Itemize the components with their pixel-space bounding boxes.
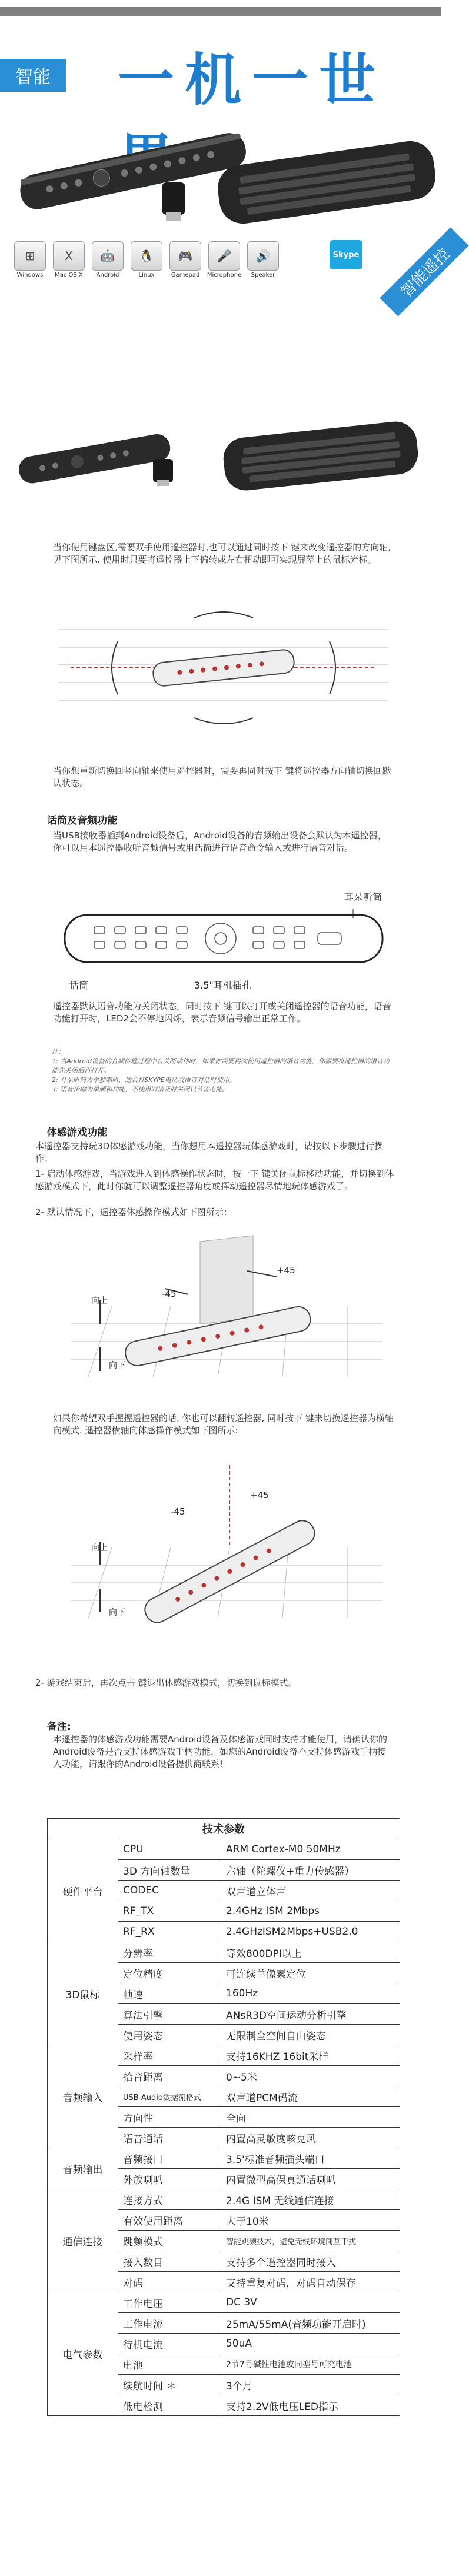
spec-value: 双声道PCM码流: [221, 2086, 400, 2107]
horizontal-mode-text: 如果你希望双手握握遥控器的话, 你也可以翻转遥控器, 同时按下 键来切换遥控器为横轴向模式. 遥控器横轴向体感操作模式如下图所示:: [53, 1413, 394, 1436]
note-item: 1: 当Android设备的音频传输过程中有关断动作时，如果你需要再次使用遥控器的语音功能，你需要将遥控器的语音功能先关闭后再打开。: [52, 1057, 390, 1074]
spec-key: CODEC: [118, 1881, 221, 1901]
hero-banner: [0, 0, 454, 347]
spec-value: 等效800DPI以上: [221, 1942, 400, 1963]
spec-key: 3D 方向轴数量: [118, 1860, 221, 1881]
spec-key: 语音通话: [118, 2128, 221, 2148]
microphone-icon: 🎤: [208, 241, 240, 271]
os-label: Linux: [138, 272, 155, 278]
spec-key: 采样率: [118, 2045, 221, 2066]
os-label: Gamepad: [171, 272, 200, 278]
spec-row: [48, 2292, 400, 2313]
spec-key: 音频接口: [118, 2148, 221, 2169]
spec-value: 3个月: [221, 2375, 400, 2395]
windows-icon: ⊞: [14, 241, 46, 271]
os-item: [206, 241, 242, 278]
angle-plus-label-b: +45: [250, 1490, 269, 1500]
spec-value: 25mA/55mA(音频功能开启时): [221, 2313, 400, 2334]
spec-key: RF_RX: [118, 1922, 221, 1942]
spec-value: 2.4G ISM 无线通信连接: [221, 2189, 400, 2210]
spec-key: 对码: [118, 2272, 221, 2292]
spec-value: 无限制全空间自由姿态: [221, 2025, 400, 2045]
angle-plus-label: +45: [277, 1265, 295, 1276]
motion-step-1: 1- 启动体感游戏，当游戏进入到体感操作状态时，按一下 键关闭鼠标移动功能，并切换到体感游戏模式下，此时你就可以调整遥控器角度或挥动遥控器尽情地玩体感游戏了。: [35, 1169, 394, 1192]
spec-key: 拾音距离: [118, 2066, 221, 2086]
spec-value: ANsR3D空间运动分析引擎: [221, 2004, 400, 2025]
os-item: [128, 241, 165, 278]
spec-value: 内置微型高保真通话喇叭: [221, 2169, 400, 2189]
spec-value: 0~5米: [221, 2066, 400, 2086]
spec-key: 分辨率: [118, 1942, 221, 1963]
android-icon: 🤖: [92, 241, 124, 271]
motion-step-2: 2- 默认情况下，遥控器体感操作模式如下图所示：: [35, 1207, 232, 1217]
spec-key: 跳频模式: [118, 2231, 221, 2251]
spec-group: 硬件平台: [48, 1839, 118, 1942]
linux-icon: 🐧: [131, 241, 162, 271]
spec-value: 内置高灵敏度咳克风: [221, 2128, 400, 2148]
remote-with-dongle-image: [12, 424, 200, 488]
gamepad-icon: 🎮: [169, 241, 201, 271]
audio-intro-text: 当USB接收器插到Android设备后，Android设备的音频输出设备会默认为本遥控器，你可以用本遥控器收听音频信号或用话筒进行语音命令输入或进行语音对话。: [53, 830, 387, 853]
spec-value: 50uA: [221, 2334, 400, 2354]
motion-section-title: 体感游戏功能: [47, 1127, 107, 1139]
spec-value: ARM Cortex-M0 50MHz: [221, 1839, 400, 1860]
spec-group: 3D鼠标: [48, 1942, 118, 2045]
voice-toggle-text: 遥控器默认语音功能为关闭状态，同时按下 键可以打开或关闭遥控器的语音功能，语音功能打开时，LED2会不停地闪烁，表示音频信号输出正常工作。: [53, 1001, 391, 1024]
remark-text: 本遥控器的体感游戏功能需要Android设备及体感游戏同时支持才能使用，请确认你的Android设备是否支持体感游戏手柄功能，如您的Android设备不支持体感游戏手柄接入功能，请跟你的Android设备提供商联系!: [53, 1734, 387, 1769]
spec-value: 3.5'标准音频插头端口: [221, 2148, 400, 2169]
spec-value: 支持多个遥控器同时接入: [221, 2251, 400, 2272]
spec-value: 可连续单像素定位: [221, 1963, 400, 1983]
exit-motion-text: 2- 游戏结束后，再次点击 键退出体感游戏模式，切换到鼠标模式。: [35, 1678, 297, 1688]
tilt-down-label: 向下: [109, 1361, 125, 1370]
os-label: Android: [96, 272, 119, 278]
spec-key: 算法引擎: [118, 2004, 221, 2025]
spec-key: 待机电流: [118, 2334, 221, 2354]
spec-key: 帧速: [118, 1983, 221, 2004]
spec-value: 支持重复对码，对码自动保存: [221, 2272, 400, 2292]
spec-key: 连接方式: [118, 2189, 221, 2210]
spec-key: 使用姿态: [118, 2025, 221, 2045]
spec-row: [48, 2148, 400, 2169]
spec-value: 智能跳频技术，避免无线环境间互干扰: [221, 2231, 400, 2251]
spec-title-row: [48, 1819, 400, 1839]
spec-group: 音频输出: [48, 2148, 118, 2189]
usb-dongle-image: [153, 177, 194, 224]
os-item: [12, 241, 48, 278]
spec-title: 技术参数: [48, 1819, 400, 1839]
angle-minus-label-b: -45: [171, 1506, 185, 1517]
spec-group: 电气参数: [48, 2292, 118, 2416]
spec-value: 全向: [221, 2107, 400, 2128]
spec-value: 2节7号碱性电池或同型号可充电池: [221, 2354, 400, 2375]
spec-row: [48, 1839, 400, 1860]
os-support-row: [12, 241, 281, 278]
axis-rotation-diagram: [47, 594, 400, 741]
os-item: [89, 241, 126, 278]
spec-value: 支持16KHZ 16bit采样: [221, 2045, 400, 2066]
spec-key: 有效使用距离: [118, 2210, 221, 2231]
spec-key: 工作电流: [118, 2313, 221, 2334]
earphone-caption: 耳朵听筒: [344, 891, 382, 903]
corner-ribbon: 智能遥控: [380, 227, 468, 316]
note-item: 2: 耳朵听筒为单独喇叭，适合打SKYPE电话或语音对话时使用。: [52, 1076, 236, 1084]
spec-key: CPU: [118, 1839, 221, 1860]
spec-table: [47, 1818, 400, 2416]
spec-key: RF_TX: [118, 1901, 221, 1922]
axis-switch-text: 当你使用键盘区,需要双手使用遥控器时,也可以通过同时按下 键来改变遥控器的方向轴, 见下图所示. 使用时只要将遥控器上下偏转或左右扭动即可实现屏幕上的鼠标光标。: [53, 542, 391, 565]
note-item: 3: 语音传输为单频和功能，不使用时请及时关闭以节省电能。: [52, 1086, 229, 1093]
spec-group: 音频输入: [48, 2045, 118, 2148]
spec-key: 电池: [118, 2354, 221, 2375]
os-item: [51, 241, 87, 278]
spec-row: [48, 1942, 400, 1963]
spec-key: USB Audio数据流格式: [118, 2086, 221, 2107]
keyboard-side-image: [218, 412, 424, 500]
spec-group: 通信连接: [48, 2189, 118, 2292]
spec-key: 接入数目: [118, 2251, 221, 2272]
mac-icon: X: [53, 241, 85, 271]
motion-vertical-diagram: [53, 1230, 394, 1389]
os-label: Speaker: [251, 272, 275, 278]
os-label: Microphone: [207, 272, 242, 278]
keyboard-image: [212, 135, 441, 229]
audio-section-title: 话筒及音频功能: [47, 815, 117, 827]
os-label: Mac OS X: [55, 272, 83, 278]
spec-key: 低电检测: [118, 2395, 221, 2416]
spec-value: 160Hz: [221, 1983, 400, 2004]
spec-row: [48, 2045, 400, 2066]
product-strip: [0, 400, 441, 524]
remark-title: 备注:: [47, 1721, 71, 1733]
spec-key: 续航时间 ＊: [118, 2375, 221, 2395]
os-item: [167, 241, 204, 278]
spec-value: 支持2.2V低电压LED指示: [221, 2395, 400, 2416]
hero-title: 一机一世: [118, 47, 386, 113]
axis-restore-text: 当你想重新切换回竖向轴来使用遥控器时，需要再同时按下 键将遥控器方向轴切换回默认状态。: [53, 766, 391, 788]
tilt-down-label-b: 向下: [109, 1608, 125, 1618]
mic-caption: 话筒: [69, 980, 89, 991]
speaker-icon: 🔊: [247, 241, 279, 271]
notes-block: [52, 1047, 393, 1094]
spec-value: 双声道立体声: [221, 1881, 400, 1901]
os-label: Windows: [16, 272, 44, 278]
spec-value: DC 3V: [221, 2292, 400, 2313]
jack-caption: 3.5"耳机插孔: [194, 980, 251, 991]
hero-tag: 智能: [0, 59, 66, 92]
os-item: [245, 241, 281, 278]
spec-row: [48, 2189, 400, 2210]
hero-top-bar: [0, 7, 441, 16]
spec-key: 定位精度: [118, 1963, 221, 1983]
notes-heading: 注：: [52, 1048, 65, 1056]
spec-value: 六轴（陀螺仪+重力传感器）: [221, 1860, 400, 1881]
spec-value: 2.4GHzISM2Mbps+USB2.0: [221, 1922, 400, 1942]
motion-intro-text: 本遥控器支持玩3D体感游戏功能，当你想用本遥控器玩体感游戏时，请按以下步骤进行操作：: [35, 1141, 384, 1164]
tilt-up-label: 向上: [91, 1296, 108, 1306]
spec-key: 外放喇叭: [118, 2169, 221, 2189]
skype-icon: Skype: [330, 240, 362, 269]
tilt-up-label-b: 向上: [91, 1543, 108, 1553]
spec-value: 2.4GHz ISM 2Mbps: [221, 1901, 400, 1922]
remote-front-diagram: [59, 909, 388, 968]
angle-minus-label: -45: [162, 1289, 177, 1299]
spec-key: 工作电压: [118, 2292, 221, 2313]
spec-value: 大于10米: [221, 2210, 400, 2231]
spec-key: 方向性: [118, 2107, 221, 2128]
